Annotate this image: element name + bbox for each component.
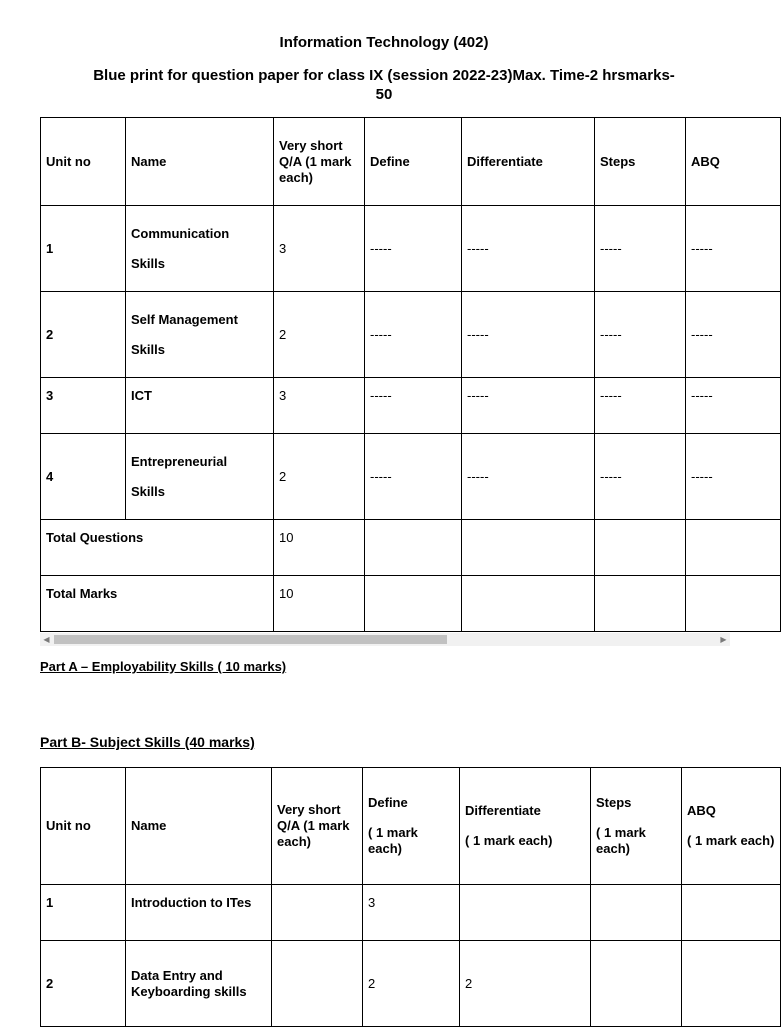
unit-name (126, 292, 274, 378)
scrollbar-thumb[interactable] (54, 635, 447, 644)
total-marks-label: Total Marks (41, 576, 274, 632)
header-differentiate (460, 768, 591, 885)
abq-count: ----- (686, 378, 781, 434)
header-define-sub: ( 1 mark each) (368, 825, 418, 856)
steps-count: ----- (595, 378, 686, 434)
header-unit-no: Unit no (41, 118, 126, 206)
abq-count (682, 885, 781, 941)
unit-name-line1: Self Management (131, 311, 238, 327)
header-define-title: Define (368, 795, 408, 810)
blueprint-table-container[interactable] (40, 117, 730, 633)
unit-number: 2 (41, 292, 126, 378)
header-steps-title: Steps (596, 795, 632, 810)
abq-count: ----- (686, 292, 781, 378)
abq-count: ----- (686, 206, 781, 292)
vsqa-count: 3 (274, 378, 365, 434)
document-subtitle: Blue print for question paper for class IX (session 2022-23)Max. Time-2 hrsmarks-50 (93, 67, 675, 103)
header-steps: Steps (595, 118, 686, 206)
steps-count: ----- (595, 434, 686, 520)
header-define: Define (365, 118, 462, 206)
subject-skills-table (40, 767, 781, 1027)
table-header-row (41, 768, 781, 885)
header-very-short-qa: Very short Q/A (1 mark each) (274, 118, 365, 206)
abq-count (682, 941, 781, 1027)
differentiate-count: ----- (462, 206, 595, 292)
total-marks-row (41, 576, 781, 632)
total-questions-row (41, 520, 781, 576)
total-questions-value: 10 (274, 520, 365, 576)
differentiate-count (460, 885, 591, 941)
unit-number: 2 (41, 941, 126, 1027)
unit-name: Data Entry and Keyboarding skills (126, 941, 272, 1027)
unit-name-line2: Skills (131, 341, 165, 357)
header-steps-sub: ( 1 mark each) (596, 825, 646, 856)
vsqa-count (272, 885, 363, 941)
part-b-heading: Part B- Subject Skills (40 marks) (40, 734, 255, 750)
vsqa-count: 2 (274, 292, 365, 378)
table-row (41, 941, 781, 1027)
table-row (41, 378, 781, 434)
table-header-row (41, 118, 781, 206)
differentiate-count: ----- (462, 378, 595, 434)
differentiate-count: ----- (462, 434, 595, 520)
document-title: Information Technology (402) (279, 34, 489, 51)
unit-name: ICT (126, 378, 274, 434)
unit-name-line2: Skills (131, 255, 165, 271)
blueprint-table (40, 117, 781, 632)
define-count: ----- (365, 434, 462, 520)
define-count: 3 (363, 885, 460, 941)
unit-number: 1 (41, 206, 126, 292)
vsqa-count (272, 941, 363, 1027)
header-name: Name (126, 768, 272, 885)
define-count: ----- (365, 292, 462, 378)
header-name: Name (126, 118, 274, 206)
header-abq (682, 768, 781, 885)
header-abq-title: ABQ (687, 803, 716, 818)
define-count: ----- (365, 378, 462, 434)
differentiate-count: 2 (460, 941, 591, 1027)
table-row (41, 292, 781, 378)
define-count: 2 (363, 941, 460, 1027)
unit-number: 1 (41, 885, 126, 941)
steps-count: ----- (595, 292, 686, 378)
header-differentiate-sub: ( 1 mark each) (465, 833, 553, 848)
header-abq: ABQ (686, 118, 781, 206)
header-differentiate: Differentiate (462, 118, 595, 206)
table-row (41, 434, 781, 520)
scroll-right-arrow-icon[interactable]: ▶ (720, 635, 727, 644)
horizontal-scrollbar[interactable] (40, 633, 730, 646)
table-row (41, 885, 781, 941)
unit-name: Introduction to ITes (126, 885, 272, 941)
total-questions-label: Total Questions (41, 520, 274, 576)
unit-name-line1: Communication (131, 225, 230, 241)
table-row (41, 206, 781, 292)
steps-count (591, 885, 682, 941)
unit-name-line1: Entrepreneurial (131, 453, 228, 469)
vsqa-count: 2 (274, 434, 365, 520)
header-differentiate-title: Differentiate (465, 803, 541, 818)
define-count: ----- (365, 206, 462, 292)
unit-number: 4 (41, 434, 126, 520)
header-abq-sub: ( 1 mark each) (687, 833, 775, 848)
header-steps (591, 768, 682, 885)
subject-skills-table-container[interactable] (40, 767, 775, 1024)
header-very-short-qa: Very short Q/A (1 mark each) (272, 768, 363, 885)
steps-count: ----- (595, 206, 686, 292)
differentiate-count: ----- (462, 292, 595, 378)
steps-count (591, 941, 682, 1027)
scroll-left-arrow-icon[interactable]: ◀ (43, 635, 50, 644)
abq-count: ----- (686, 434, 781, 520)
unit-name-line2: Skills (131, 483, 165, 499)
unit-name (126, 206, 274, 292)
header-unit-no: Unit no (41, 768, 126, 885)
total-marks-value: 10 (274, 576, 365, 632)
unit-number: 3 (41, 378, 126, 434)
vsqa-count: 3 (274, 206, 365, 292)
part-a-heading: Part A – Employability Skills ( 10 marks) (40, 659, 287, 674)
unit-name (126, 434, 274, 520)
header-define (363, 768, 460, 885)
